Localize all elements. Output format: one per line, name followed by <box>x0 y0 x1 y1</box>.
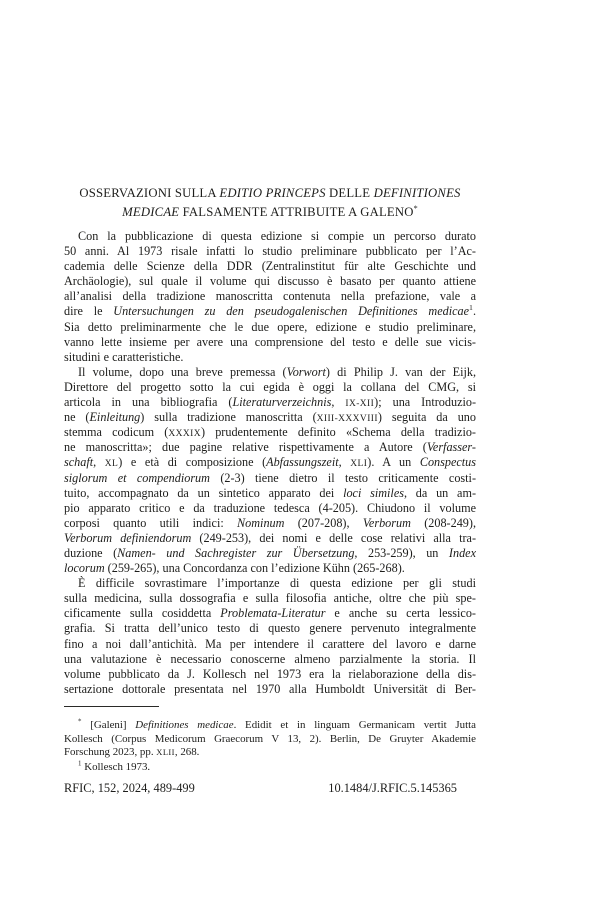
text-line <box>64 425 476 440</box>
footnote <box>64 719 476 760</box>
text-run: articola in una bibliografia ( <box>64 395 233 410</box>
text-run: fino a noi dall’antichità. Ma per intendere il carattere del lavoro e darne <box>64 636 476 651</box>
text-line <box>64 516 476 531</box>
text-run: . Edidit et in linguam Germanicam vertit Jutta <box>233 719 476 731</box>
footnote-separator-rule <box>64 706 159 707</box>
text-line <box>64 380 476 395</box>
text-line <box>64 184 476 203</box>
text-line <box>64 667 476 682</box>
text-run: loci similes <box>343 485 404 500</box>
text-run: Conspectus <box>419 455 477 470</box>
doi-reference: 10.1484/J.RFIC.5.145365 <box>328 781 457 795</box>
text-run: XLII <box>156 747 175 758</box>
text-line <box>64 576 476 591</box>
superscript-marker: * <box>78 717 82 726</box>
text-run: (208-249), <box>410 515 476 530</box>
text-run: cificamente sulla cosiddetta <box>64 606 221 621</box>
text-run: . <box>472 304 476 319</box>
text-run: situdini e caratteristiche. <box>64 349 184 364</box>
text-run: Kollesch (Corpus Medicorum Graecorum V 13, 2). Berlin, De Gruyter Akademie <box>64 732 476 745</box>
text-line <box>64 486 476 501</box>
text-run: Forschung 2023, pp. <box>64 746 157 759</box>
text-run: tuito, accompagnato da un sintetico apparato dei <box>64 485 344 500</box>
text-run: Namen- und Sachregister zur Übersetzung <box>117 545 355 560</box>
journal-citation: RFIC, 152, 2024, 489-499 <box>64 781 195 795</box>
text-run: Sia detto preliminarmente che le due opere, edizione e studio preliminare, <box>64 319 476 334</box>
text-line <box>64 350 476 365</box>
text-run: pio apparato critico e da traduzione tedesca (4-205). Chiudono il volume <box>64 500 476 515</box>
text-run: locorum <box>64 561 105 576</box>
text-run: ) seguita da uno <box>377 410 476 425</box>
text-line <box>64 229 476 244</box>
page-footer <box>64 781 476 796</box>
text-line <box>64 591 476 606</box>
text-line <box>64 501 476 516</box>
text-run: [Galeni] <box>81 719 136 731</box>
text-line <box>64 761 476 775</box>
text-run: , <box>338 455 351 470</box>
text-line <box>64 274 476 289</box>
text-line <box>64 365 476 380</box>
text-run: Problemata-Literatur <box>220 606 326 621</box>
text-line <box>64 606 476 621</box>
article-body <box>64 229 476 697</box>
text-run: ) e età di composizione ( <box>118 455 267 470</box>
text-run: XL <box>104 459 119 470</box>
text-run: Nominum <box>237 515 285 530</box>
text-line <box>64 395 476 410</box>
footnote <box>64 761 476 775</box>
text-run: sertazione dottorale presentata nel 1970 alla Humboldt Universität di Ber- <box>64 681 476 696</box>
text-run: DEFINITIONES <box>373 186 461 200</box>
article-title <box>64 184 476 222</box>
text-run: ) di Philip J. van der Eijk, <box>325 364 476 379</box>
text-run: È difficile sovrastimare l’importanze di questa edizione per gli studi <box>78 576 476 591</box>
text-line <box>64 652 476 667</box>
text-run: (249-253), dei nomi e delle cose relativi alla tra- <box>191 530 477 545</box>
text-run: , <box>93 455 105 470</box>
text-run: (207-208), <box>284 515 363 530</box>
text-line <box>64 259 476 274</box>
text-run: vanno lette insieme per avere una comprensione del testo e delle sue vicis- <box>64 334 476 349</box>
text-line <box>64 546 476 561</box>
text-run: Abfassungszeit <box>266 455 339 470</box>
text-run: , 253-259), un <box>354 545 449 560</box>
text-run: schaft <box>64 455 94 470</box>
text-run: , <box>331 395 346 410</box>
text-run: EDITIO PRINCEPS <box>219 186 326 200</box>
text-run: ) prudentemente definito «Schema della tradizio- <box>200 425 476 440</box>
text-line <box>64 621 476 636</box>
text-run: Con la pubblicazione di questa edizione si compie un percorso durato <box>78 229 476 243</box>
text-line <box>64 320 476 335</box>
text-run: cademia delle Scienze della DDR (Zentralinstitut für alte Geschichte und <box>64 259 476 274</box>
text-run: 50 anni. Al 1973 risale infatti lo studio preliminare pubblicato per l’Ac- <box>64 244 476 259</box>
text-line <box>64 410 476 425</box>
text-run: IX-XII <box>345 399 375 410</box>
text-run: Einleitung <box>89 410 141 425</box>
text-run: XLI <box>350 459 368 470</box>
text-run: Definitiones medicae <box>135 719 234 731</box>
text-run: XXXIX <box>168 429 201 440</box>
text-run: ) sulla tradizione manoscritta ( <box>140 410 317 425</box>
text-line <box>64 289 476 304</box>
text-run: DELLE <box>325 186 374 200</box>
text-run: sulla medicina, sulla dossografia e sulla filosofia antiche, oltre che più spe- <box>64 591 476 606</box>
text-run: duzione ( <box>64 545 118 560</box>
paragraph <box>64 365 476 576</box>
text-run: ne manoscritta»; due pagine relative rispettivamente a Autore ( <box>64 440 427 455</box>
text-run: Kollesch 1973. <box>81 760 151 773</box>
text-run: Verborum definiendorum <box>64 530 192 545</box>
text-line <box>64 244 476 259</box>
text-run: (259-265), una Concordanza con l’edizione Kühn (265-268). <box>104 561 405 576</box>
text-run: e anche su certa lessico- <box>325 606 476 621</box>
footnotes-section <box>64 719 476 775</box>
paragraph <box>64 229 476 365</box>
text-run: , da un am- <box>403 485 477 500</box>
text-run: all’analisi della tradizione manoscritta contenuta nella prefazione, vale a <box>64 289 476 304</box>
text-run: volume pubblicato da J. Kollesch nel 1973 era la rielaborazione della dis- <box>64 666 476 681</box>
text-line <box>64 637 476 652</box>
text-run: Literaturverzeichnis <box>232 395 332 410</box>
text-run: una valutazione è necessario conoscerne almeno parzialmente la storia. Il <box>64 651 476 666</box>
text-run: (2-3) tiene dietro il testo criticamente costi- <box>209 470 477 485</box>
text-run: Vorwort <box>286 364 326 379</box>
text-line <box>64 719 476 733</box>
text-run: ); una Introduzio- <box>374 395 477 410</box>
text-run: MEDICAE <box>122 205 180 219</box>
text-run: Untersuchungen zu den pseudogalenischen Definitiones medicae <box>113 304 470 319</box>
text-run: Il volume, dopo una breve premessa ( <box>78 364 287 379</box>
text-run: Archäologie), sul quale il volume qui discusso è basato per quanto attiene <box>64 274 476 289</box>
superscript-marker: 1 <box>469 303 473 313</box>
superscript-marker: * <box>413 203 418 213</box>
text-line <box>64 203 476 222</box>
text-run: Index <box>448 545 476 560</box>
text-run: corposi quanto utili indici: <box>64 515 238 530</box>
text-run: ). A un <box>367 455 420 470</box>
text-line <box>64 561 476 576</box>
text-line <box>64 440 476 455</box>
text-run: Verborum <box>362 515 411 530</box>
text-run: FALSAMENTE ATTRIBUITE A GALENO <box>179 205 414 219</box>
text-run: Direttore del progetto sotto la cui egida è oggi la collana del CMG, si <box>64 379 476 394</box>
text-line <box>64 733 476 747</box>
text-run: XIII-XXXVIII <box>316 414 378 425</box>
superscript-marker: 1 <box>78 759 82 768</box>
text-line <box>64 746 476 760</box>
text-line <box>64 471 476 486</box>
text-line <box>64 531 476 546</box>
text-run: , 268. <box>174 746 200 759</box>
text-run: siglorum et compendiorum <box>64 470 210 485</box>
text-run: Verfasser- <box>426 440 476 455</box>
text-run: stemma codicum ( <box>64 425 169 440</box>
text-line <box>64 682 476 697</box>
text-run: dire le <box>64 304 114 319</box>
text-run: ne ( <box>64 410 90 425</box>
text-line <box>64 455 476 470</box>
text-line <box>64 335 476 350</box>
paragraph <box>64 576 476 697</box>
text-line <box>64 304 476 319</box>
text-run: grafia. Si tratta dell’unico testo di questo genere pervenuto integralmente <box>64 621 476 636</box>
text-run: OSSERVAZIONI SULLA <box>79 186 220 200</box>
